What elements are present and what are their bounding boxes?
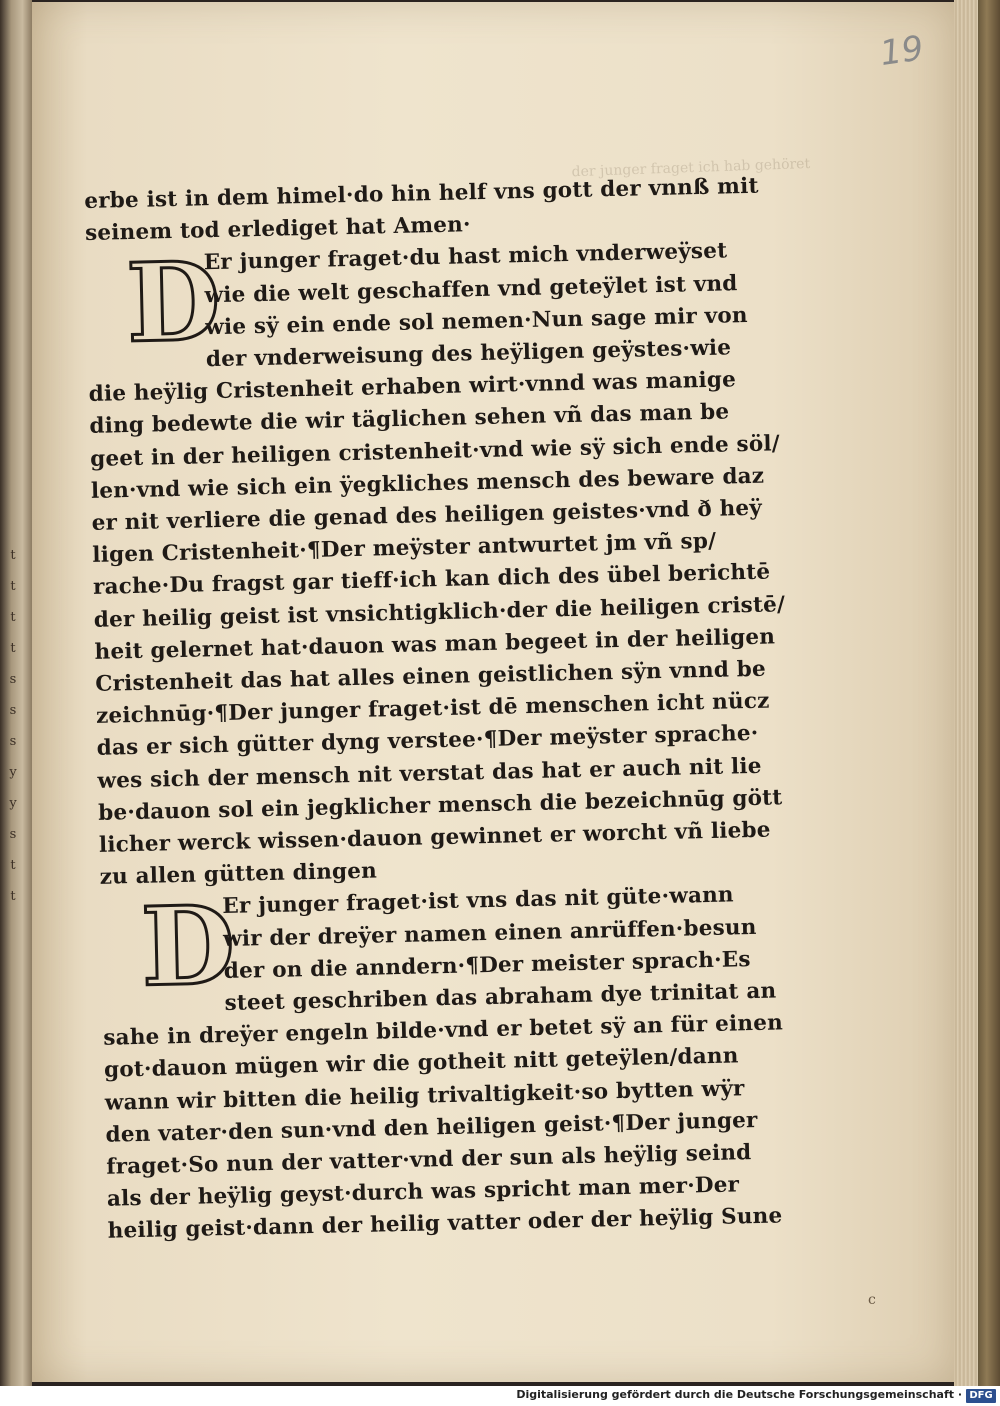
text-line: erbe ist in dem himel·do hin helf vns gott der vnnß mit [84, 173, 759, 214]
text-line: seinem tod erlediget hat Amen· [84, 212, 471, 247]
text-line: den vater·den sun·vnd den heiligen geist·¶Der junger [105, 1107, 758, 1148]
text-line: Er junger fraget·ist vns das nit güte·wann [222, 882, 735, 920]
text-line: rache·Du fragst gar tieff·ich kan dich des übel berichtē [92, 559, 771, 601]
text-line: der heilig geist ist vnsichtigklich·der die heiligen cristē/ [93, 591, 786, 633]
text-line: wes sich der mensch nit verstat das hat er auch nit lie [97, 753, 762, 794]
text-line: ligen Cristenheit·¶Der meÿster antwurtet jm vñ sp/ [92, 528, 717, 569]
footer-credit: Digitalisierung gefördert durch die Deutsche Forschungsgemeinschaft · [516, 1388, 962, 1401]
show-through-text: der junger fraget ich hab gehöret [571, 155, 811, 181]
margin-mark: t [10, 548, 16, 563]
printed-text-block [84, 169, 786, 1245]
text-line: zu allen gütten dingen [99, 858, 378, 891]
text-line: Er junger fraget·du hast mich vnderweÿset [203, 238, 728, 276]
margin-mark: y [9, 765, 17, 780]
text-line: als der heÿlig geyst·durch was spricht man mer·Der [106, 1172, 740, 1212]
footer-bar [0, 1386, 1000, 1406]
previous-leaf-marks [2, 540, 24, 912]
decorated-initial: D [139, 883, 237, 1012]
margin-mark: s [9, 827, 17, 842]
margin-mark: t [10, 579, 16, 594]
text-line: zeichnūg·¶Der junger fraget·ist dē menschen icht nücz [95, 688, 770, 730]
text-line: geet in der heiligen cristenheit·vnd wie sÿ sich ende söl/ [89, 430, 781, 472]
folio-number: 19 [877, 28, 926, 74]
text-line: Cristenheit das hat alles einen geistlichen sÿn vnnd be [95, 656, 767, 697]
dfg-logo: DFG [966, 1389, 996, 1403]
margin-mark: y [9, 796, 17, 811]
text-line: wie sÿ ein ende sol nemen·Nun sage mir von [204, 302, 748, 341]
margin-mark: s [9, 703, 17, 718]
text-line: sahe in dreÿer engeln bilde·vnd er betet sÿ an für einen [103, 1010, 784, 1051]
text-line: er nit verliere die genad des heiligen geistes·vnd ð heÿ [91, 495, 763, 536]
book-cover-board [978, 0, 1000, 1386]
margin-mark: t [10, 610, 16, 625]
text-line: ding bedewte die wir täglichen sehen vñ das man be [89, 399, 730, 440]
text-line: wie die welt geschaffen vnd geteÿlet ist vnd [204, 270, 738, 308]
text-line: wir der dreÿer namen einen anrüffen·besun [222, 914, 757, 952]
decorated-initial: D [125, 239, 222, 368]
corner-mark: c [868, 1292, 876, 1308]
margin-mark: t [10, 858, 16, 873]
text-line: der vnderweisung des heÿligen geÿstes·wie [205, 335, 732, 373]
text-line: das er sich gütter dyng verstee·¶Der meÿster sprache· [96, 721, 759, 762]
text-line: die heÿlig Cristenheit erhaben wirt·vnnd was manige [88, 367, 737, 408]
margin-mark: s [9, 734, 17, 749]
text-line: steet geschriben das abraham dye trinitat an [224, 978, 777, 1017]
text-line: be·dauon sol ein jegklicher mensch die bezeichnūg gött [97, 785, 783, 826]
text-line: der on die anndern·¶Der meister sprach·Es [223, 946, 751, 984]
book-page [32, 2, 954, 1382]
text-line: heit gelernet hat·dauon was man begeet in der heiligen [94, 624, 776, 665]
previous-leaf-edge [0, 0, 32, 1386]
text-line: heilig geist·dann der heilig vatter oder der heÿlig Sune [107, 1203, 783, 1245]
page-edges [954, 0, 978, 1386]
text-line: len·vnd wie sich ein ÿegkliches mensch des beware daz [90, 463, 765, 504]
text-line: got·dauon mügen wir die gotheit nitt geteÿlen/dann [103, 1043, 739, 1084]
margin-mark: s [9, 672, 17, 687]
text-line: licher werck wissen·dauon gewinnet er worcht vñ liebe [98, 817, 771, 858]
margin-mark: t [10, 641, 16, 656]
margin-mark: t [10, 889, 16, 904]
text-line: fraget·So nun der vatter·vnd der sun als heÿlig seind [106, 1140, 752, 1180]
text-line: wann wir bitten die heilig trivaltigkeit·so bytten wÿr [104, 1075, 745, 1116]
